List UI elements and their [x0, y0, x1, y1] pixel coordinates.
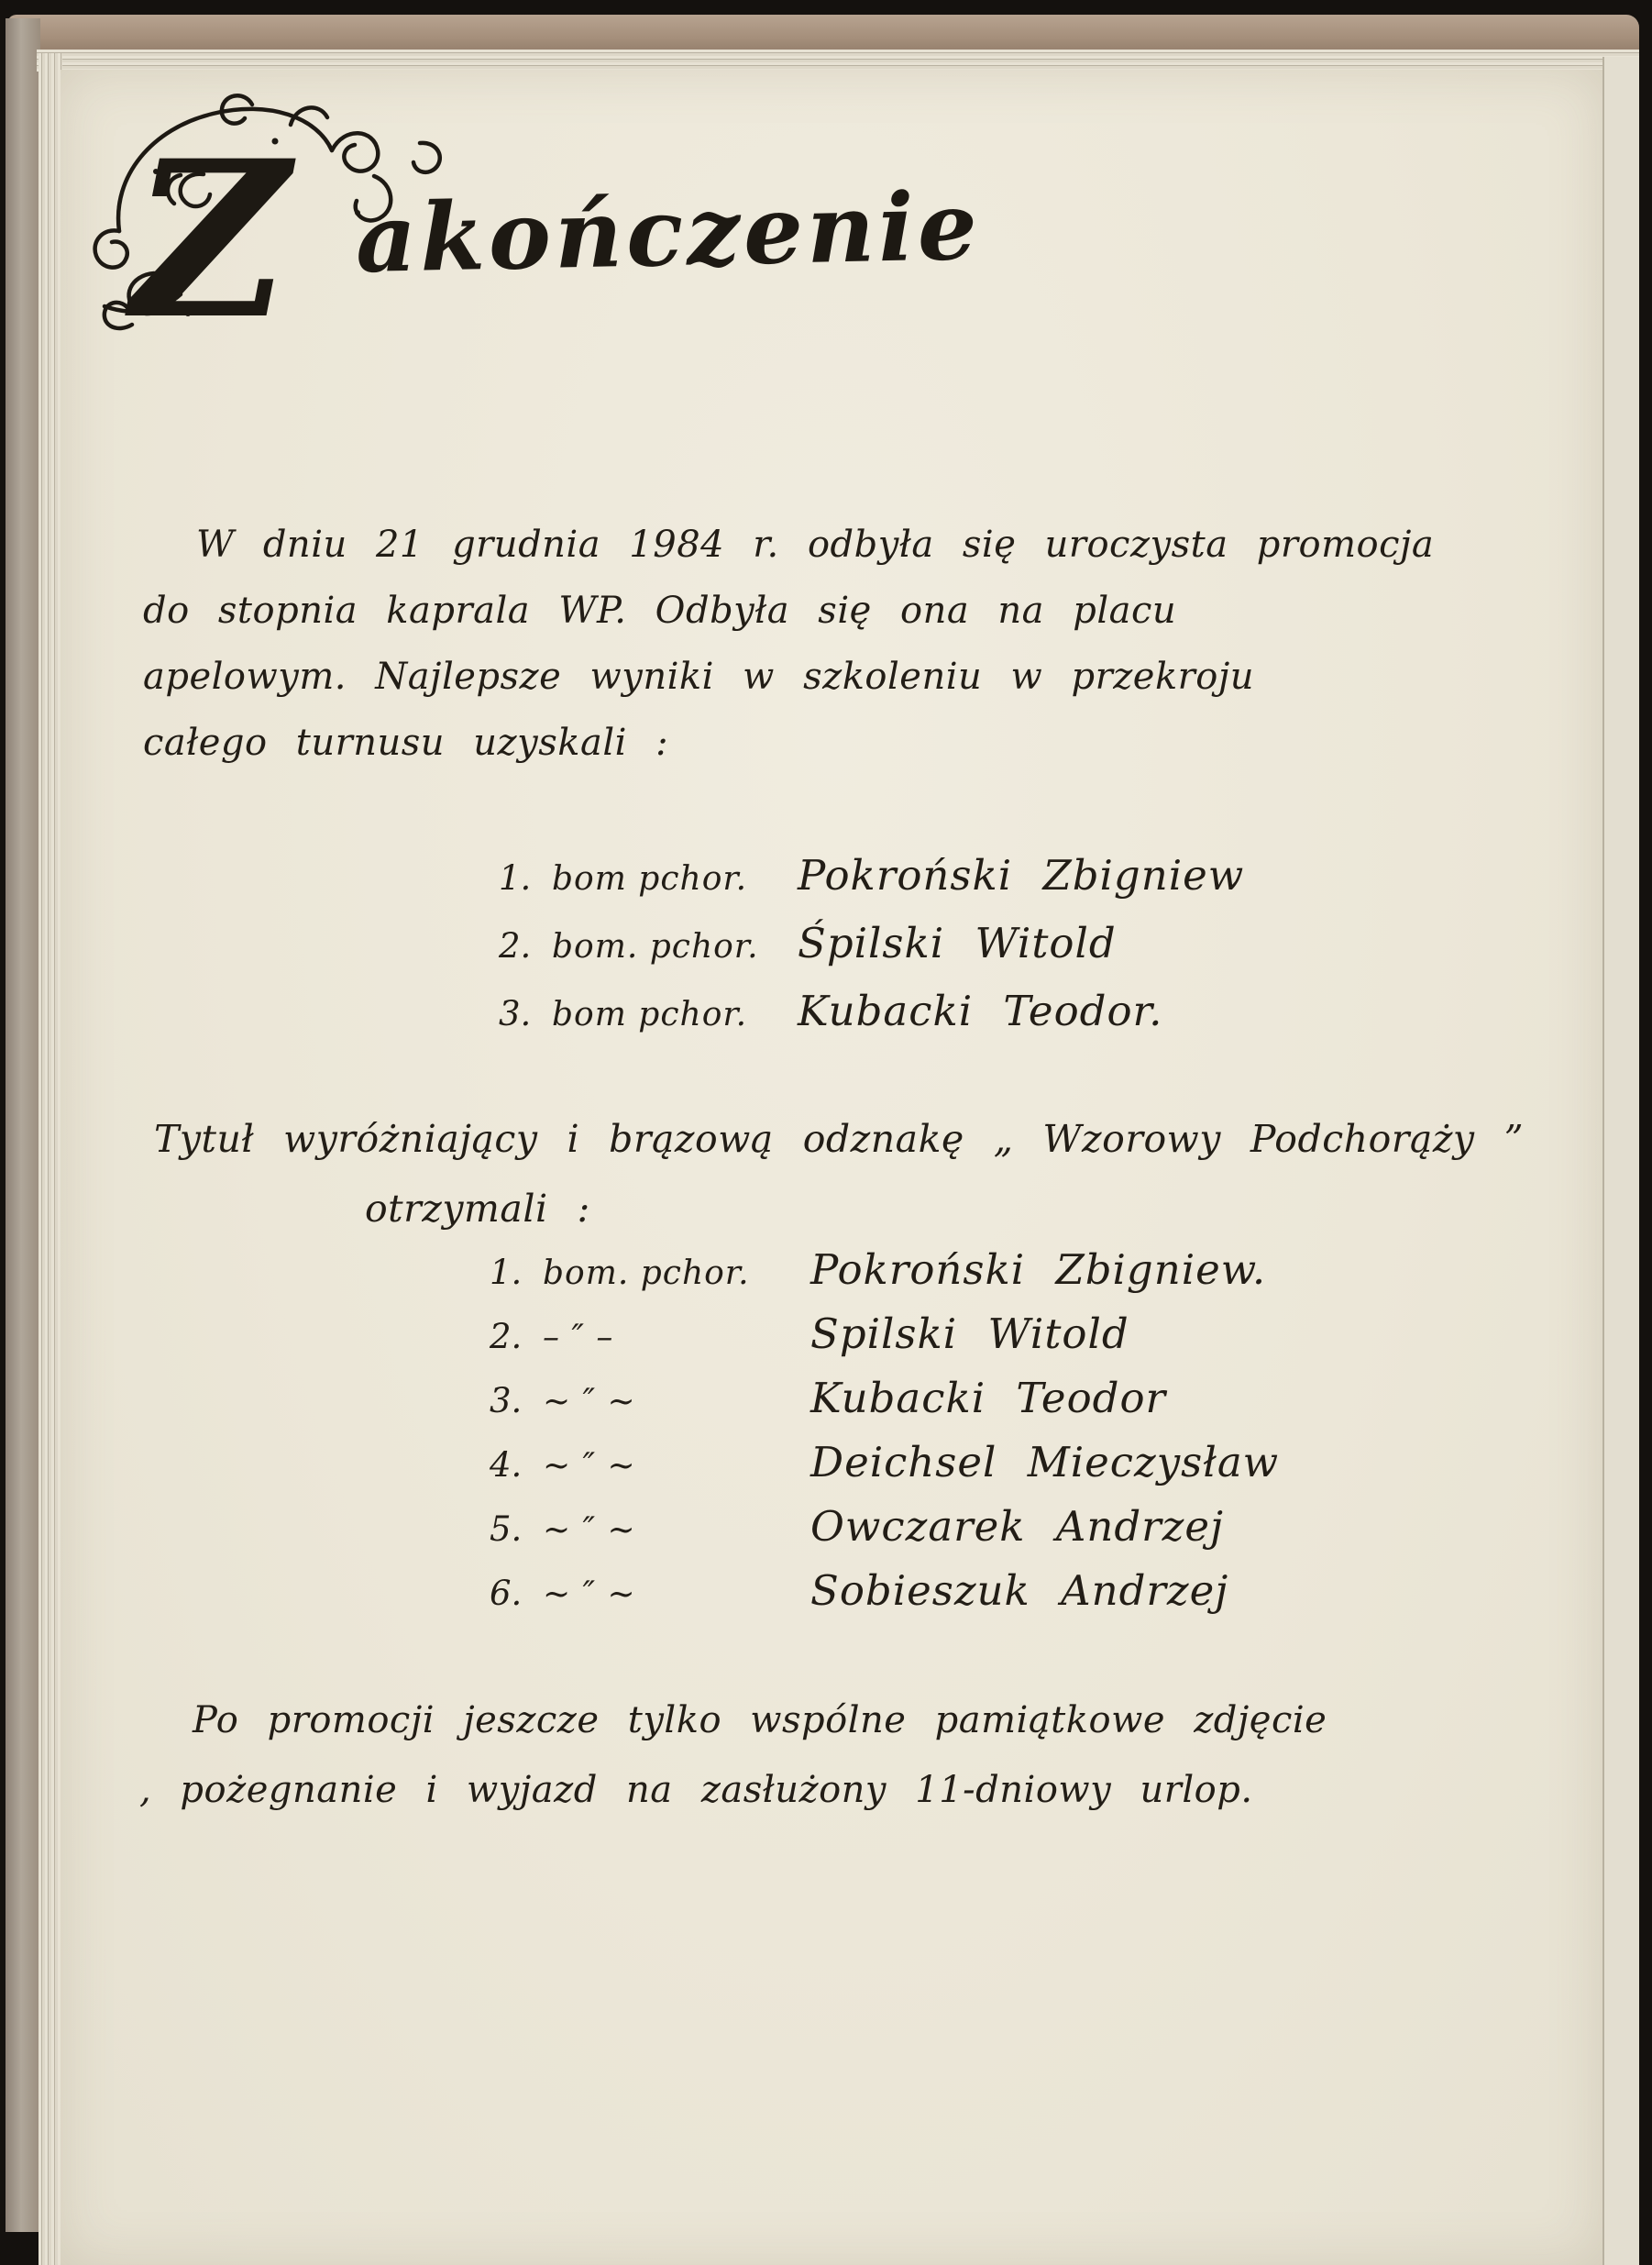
item-rank: bom pchor.: [552, 996, 748, 1033]
page-stack-edge-top: [37, 50, 1639, 72]
handwritten-line: apelowym. Najlepsze wyniki w szkoleniu w przekroju: [143, 656, 1255, 698]
item-name: Owczarek Andrzej: [810, 1502, 1224, 1551]
item-name: Deichsel Mieczysław: [810, 1438, 1280, 1486]
handwritten-line: Po promocji jeszcze tylko wspólne pamiątkowe zdjęcie: [193, 1699, 1327, 1741]
list-item: [490, 1502, 1279, 1566]
item-name: Sobieszuk Andrzej: [810, 1566, 1229, 1615]
page-title: akończenie: [354, 171, 982, 295]
handwritten-line: całego turnusu uzyskali :: [143, 722, 669, 764]
item-ditto-mark: ~ ″ ~: [543, 1383, 636, 1420]
item-number: 6.: [490, 1574, 523, 1613]
award-recipients-list: [490, 1245, 1279, 1630]
closing-paragraph: [139, 1685, 1327, 1825]
item-name: Kubacki Teodor.: [798, 987, 1163, 1035]
book-cover-spine-left: [6, 18, 40, 2232]
item-rank: bom pchor.: [552, 860, 748, 898]
item-rank: bom. pchor.: [543, 1254, 750, 1292]
item-ditto-mark: ~ ″ ~: [543, 1511, 636, 1549]
handwritten-line: , pożegnanie i wyjazd na zasłużony 11-dniowy urlop.: [139, 1769, 1253, 1811]
list-item: [490, 1245, 1279, 1309]
item-name: Kubacki Teodor: [810, 1374, 1167, 1422]
item-name: Pokroński Zbigniew: [798, 851, 1245, 900]
item-number: 3.: [490, 1381, 523, 1420]
item-ditto-mark: ~ ″ ~: [543, 1447, 636, 1485]
item-number: 4.: [490, 1445, 523, 1485]
list-item: [499, 851, 1244, 919]
item-rank: bom. pchor.: [552, 928, 759, 966]
item-number: 1.: [499, 858, 532, 898]
top-results-list: [499, 851, 1244, 1055]
list-item: [490, 1309, 1279, 1374]
item-number: 1.: [490, 1253, 523, 1292]
award-line: otrzymali :: [365, 1187, 590, 1231]
page-stack-edge-left: [39, 53, 62, 2265]
award-line: Tytuł wyróżniający i brązową odznakę „ Wzorowy Podchorąży ”: [154, 1117, 1525, 1161]
item-number: 5.: [490, 1509, 523, 1549]
item-name: Śpilski Witold: [798, 919, 1117, 967]
item-number: 2.: [490, 1317, 523, 1356]
intro-paragraph: [143, 512, 1434, 776]
page-edge-right: [1602, 57, 1639, 2265]
item-ditto-mark: – ″ –: [543, 1319, 614, 1356]
list-item: [490, 1374, 1279, 1438]
list-item: [490, 1438, 1279, 1502]
item-ditto-mark: ~ ″ ~: [543, 1575, 636, 1613]
title-initial: Z: [132, 114, 290, 359]
handwritten-line: W dniu 21 grudnia 1984 r. odbyła się uroczysta promocja: [196, 524, 1435, 566]
item-number: 3.: [499, 994, 532, 1033]
item-number: 2.: [499, 926, 532, 966]
notebook-page: [61, 70, 1602, 2265]
item-name: Spilski Witold: [810, 1309, 1129, 1358]
list-item: [499, 919, 1244, 987]
list-item: [499, 987, 1244, 1055]
list-item: [490, 1566, 1279, 1630]
item-name: Pokroński Zbigniew.: [810, 1245, 1267, 1294]
handwritten-line: do stopnia kaprala WP. Odbyła się ona na placu: [143, 590, 1177, 632]
